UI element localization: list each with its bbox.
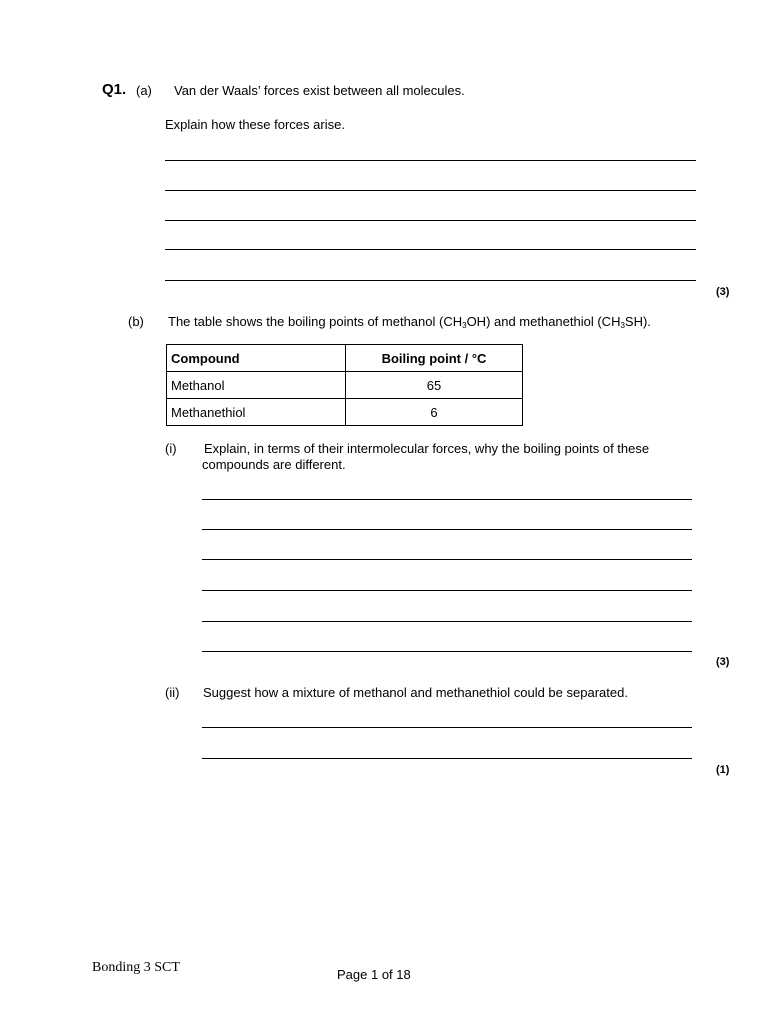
boiling-point-table	[166, 344, 523, 426]
table-header-row	[167, 345, 523, 372]
table-cell-boiling-point: 6	[346, 399, 523, 426]
answer-line[interactable]	[202, 758, 692, 759]
answer-line[interactable]	[165, 160, 696, 161]
answer-line[interactable]	[165, 249, 696, 250]
sub-i-label: (i)	[165, 441, 177, 456]
table-cell-compound: Methanol	[167, 372, 346, 399]
table-cell-boiling-point: 65	[346, 372, 523, 399]
answer-line[interactable]	[202, 499, 692, 500]
table-row	[167, 372, 523, 399]
sub-i-text-line2: compounds are different.	[202, 457, 346, 472]
part-a-prompt: Explain how these forces arise.	[165, 117, 345, 132]
answer-line[interactable]	[202, 559, 692, 560]
sub-ii-label: (ii)	[165, 685, 180, 700]
table-cell-compound: Methanethiol	[167, 399, 346, 426]
table-row	[167, 399, 523, 426]
answer-line[interactable]	[202, 590, 692, 591]
answer-line[interactable]	[202, 727, 692, 728]
answer-line[interactable]	[165, 220, 696, 221]
header-boiling-point: Boiling point / °C	[346, 345, 523, 372]
part-b-statement: The table shows the boiling points of methanol $(CH_3OH)$ and methanethiol $(CH_3SH)$.	[168, 314, 651, 330]
answer-line[interactable]	[202, 651, 692, 652]
page-number: Page 1 of 18	[337, 967, 411, 982]
part-b-label: (b)	[128, 314, 144, 329]
sub-i-text-line1: Explain, in terms of their intermolecular forces, why the boiling points of these	[204, 441, 650, 456]
answer-line[interactable]	[202, 621, 692, 622]
answer-line[interactable]	[165, 280, 696, 281]
part-a-marks: (3)	[716, 286, 730, 298]
part-a-statement: Van der Waals’ forces exist between all molecules.	[174, 83, 465, 98]
header-compound: Compound	[167, 345, 346, 372]
sub-i-marks: (3)	[716, 656, 730, 668]
question-number: Q1.	[102, 81, 127, 98]
part-a-label: (a)	[136, 83, 152, 98]
answer-line[interactable]	[165, 190, 696, 191]
footer-title: Bonding 3 SCT	[92, 960, 180, 975]
answer-line[interactable]	[202, 529, 692, 530]
sub-ii-marks: (1)	[716, 764, 730, 776]
sub-ii-text: Suggest how a mixture of methanol and methanethiol could be separated.	[203, 685, 628, 700]
